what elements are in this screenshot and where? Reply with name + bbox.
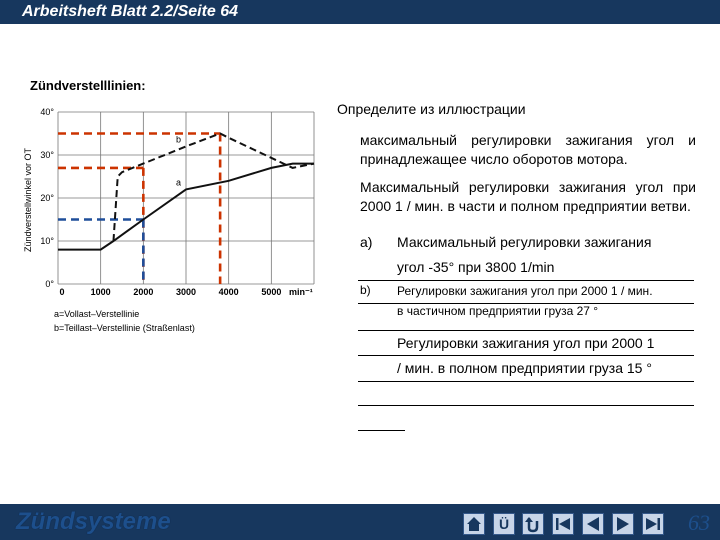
first-page-icon [553,514,573,534]
ignition-advance-chart [22,74,327,339]
next-page-button[interactable] [612,513,634,535]
legend-b: b=Teillast–Verstellinie (Straßenlast) [54,323,195,333]
x-tick-label: 1000 [90,287,111,297]
y-tick-label: 40° [40,107,54,117]
blank-line-1 [358,405,694,406]
legend-a: a=Vollast–Verstellinie [54,309,140,319]
answer-c-underline-2 [358,381,694,382]
x-tick-label: 2000 [133,287,154,297]
header-bar [0,0,720,24]
chart-svg [22,74,327,339]
y-tick-label: 0° [45,279,54,289]
answer-b-line2: в частичном предприятии груза 27 ° [397,304,599,318]
prompt-text: Определите из иллюстрации [337,101,526,117]
x-unit-label: min⁻¹ [289,287,313,297]
y-axis-label: Zündverstellwinkel vor OT [23,147,33,252]
footer-bar [0,504,720,540]
home-icon [464,514,484,534]
x-tick-label: 3000 [175,287,197,297]
last-page-button[interactable] [642,513,664,535]
answer-c-line1: Регулировки зажигания угол при 2000 1 [397,335,655,351]
overview-button[interactable] [493,513,515,535]
answer-a-underline [358,280,694,281]
page-title: Arbeitsheft Blatt 2.2/Seite 64 [22,3,239,20]
answer-c-line2: / мин. в полном предприятии груза 15 ° [397,360,652,376]
x-tick-label: 5000 [261,287,282,297]
answer-c-underline-1 [358,355,694,356]
previous-page-button[interactable] [582,513,604,535]
question-2: Максимальный регулировки зажигания угол при 2000 1 / мин. в части и полном предприятии ветви. [360,179,696,214]
return-button[interactable] [522,513,544,535]
answer-a-line1: Максимальный регулировки зажигания [397,234,652,250]
overview-icon: Ü [498,516,510,532]
answer-b-label: b) [360,283,371,297]
answer-b-underline-2 [358,330,694,331]
footer-title: Zündsysteme [16,508,171,535]
chart-title: Zündverstelllinien: [30,78,146,93]
return-icon [523,514,543,534]
series-b-label: b [176,134,182,145]
home-button[interactable] [463,513,485,535]
last-page-icon [643,514,663,534]
y-tick-label: 10° [40,236,54,246]
series-a-label: a [176,177,182,188]
x-tick-label: 0 [59,287,65,297]
blank-line-2 [358,430,405,431]
question-1: максимальный регулировки зажигания угол и принадлежащее число оборотов мотора. [360,132,696,167]
answer-a-line2: угол -35° при 3800 1/min [397,259,555,275]
y-tick-label: 20° [40,193,54,203]
first-page-button[interactable] [552,513,574,535]
page-number: 63 [688,510,710,535]
answer-a-label: a) [360,234,373,250]
next-icon [613,514,633,534]
y-tick-label: 30° [40,150,54,160]
x-tick-label: 4000 [218,287,239,297]
previous-icon [583,514,603,534]
answer-b-line1: Регулировки зажигания угол при 2000 1 / мин. [397,284,653,298]
